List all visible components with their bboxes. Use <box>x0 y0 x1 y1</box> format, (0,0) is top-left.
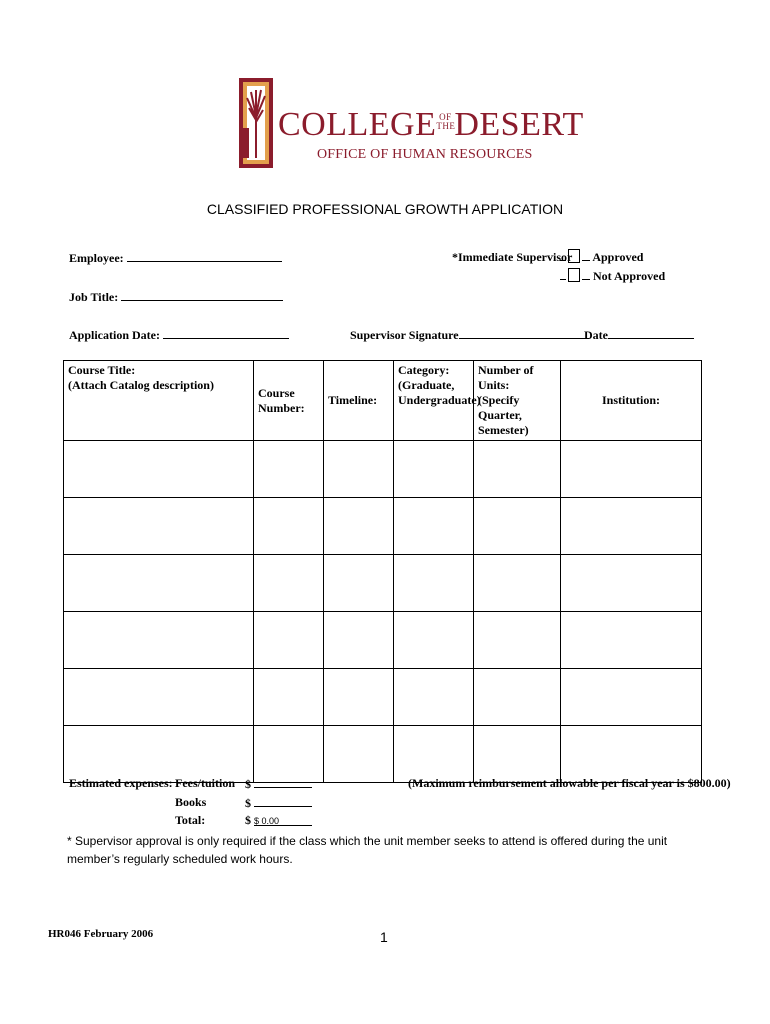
table-row <box>64 612 702 669</box>
category-cell[interactable] <box>394 498 474 555</box>
supervisor-signature-label: Supervisor Signature <box>350 328 459 342</box>
units-cell[interactable] <box>474 441 561 498</box>
col-units-line3: Semester) <box>478 423 529 437</box>
supervisor-footnote: * Supervisor approval is only required if the class which the unit member seeks to attend is offered during the unit member’s regularly scheduled work hours. <box>67 834 668 866</box>
course-title-cell[interactable] <box>64 669 254 726</box>
col-course-title-line1: Course Title: <box>68 363 136 377</box>
timeline-cell[interactable] <box>324 726 394 783</box>
col-units-line2: (Specify Quarter, <box>478 393 522 422</box>
timeline-cell[interactable] <box>324 555 394 612</box>
category-cell[interactable] <box>394 555 474 612</box>
total-value: $ 0.00 <box>254 816 280 826</box>
col-units <box>474 361 561 441</box>
total-field <box>245 813 312 828</box>
not-approved-option[interactable] <box>560 268 665 284</box>
fees-field[interactable] <box>245 776 312 792</box>
category-cell[interactable] <box>394 612 474 669</box>
signature-date-line[interactable] <box>608 327 694 339</box>
course-title-cell[interactable] <box>64 726 254 783</box>
course-title-cell[interactable] <box>64 441 254 498</box>
total-line <box>254 813 312 826</box>
supervisor-signature-field[interactable] <box>350 327 589 343</box>
course-number-cell[interactable] <box>254 498 324 555</box>
course-number-cell[interactable] <box>254 441 324 498</box>
course-number-cell[interactable] <box>254 555 324 612</box>
fees-line[interactable] <box>254 776 312 788</box>
office-name: OFFICE OF HUMAN RESOURCES <box>317 147 533 162</box>
not-approved-checkbox[interactable] <box>568 268 580 282</box>
approved-line-right <box>582 249 590 261</box>
college-name-right: DESERT <box>454 106 584 143</box>
max-reimbursement-note: (Maximum reimbursement allowable per fiscal year is $800.00) <box>408 776 731 790</box>
approved-label: Approved <box>592 250 644 264</box>
total-label: Total: <box>175 813 206 827</box>
table-row <box>64 498 702 555</box>
institution-cell[interactable] <box>561 555 702 612</box>
books-field[interactable] <box>245 795 312 811</box>
course-title-cell[interactable] <box>64 555 254 612</box>
not-approved-line-right <box>582 268 590 280</box>
course-number-cell[interactable] <box>254 726 324 783</box>
units-cell[interactable] <box>474 726 561 783</box>
col-course-title <box>64 361 254 441</box>
units-cell[interactable] <box>474 669 561 726</box>
institution-cell[interactable] <box>561 726 702 783</box>
col-category-line1: Category: <box>398 363 450 377</box>
col-course-number-line1: Course <box>258 385 295 400</box>
books-currency: $ <box>245 796 251 810</box>
approved-option[interactable] <box>560 249 643 265</box>
not-approved-label: Not Approved <box>593 269 666 283</box>
col-category-line3: Undergraduate) <box>398 393 481 407</box>
category-cell[interactable] <box>394 726 474 783</box>
application-date-label: Application Date: <box>69 328 160 342</box>
signature-date-label: Date <box>584 328 608 342</box>
table-row <box>64 726 702 783</box>
employee-label: Employee: <box>69 251 124 265</box>
course-title-cell[interactable] <box>64 612 254 669</box>
form-title: CLASSIFIED PROFESSIONAL GROWTH APPLICATION <box>206 201 564 217</box>
not-approved-line-left <box>560 268 566 280</box>
institution-cell[interactable] <box>561 612 702 669</box>
col-category <box>394 361 481 441</box>
course-table <box>63 360 702 783</box>
col-category-line2: (Graduate, <box>398 378 455 392</box>
course-number-cell[interactable] <box>254 612 324 669</box>
supervisor-signature-line[interactable] <box>459 327 589 339</box>
table-header-row <box>64 361 702 441</box>
units-cell[interactable] <box>474 555 561 612</box>
course-number-cell[interactable] <box>254 669 324 726</box>
application-date-field[interactable] <box>69 327 289 343</box>
employee-line[interactable] <box>127 250 282 262</box>
institution-cell[interactable] <box>561 441 702 498</box>
application-date-line[interactable] <box>163 327 289 339</box>
timeline-cell[interactable] <box>324 498 394 555</box>
college-name <box>278 106 584 144</box>
approved-line-left <box>560 249 566 261</box>
col-course-number-line2: Number: <box>258 400 305 415</box>
college-name-of-the: OF THE <box>436 112 456 131</box>
units-cell[interactable] <box>474 498 561 555</box>
total-currency: $ <box>245 813 251 827</box>
books-line[interactable] <box>254 795 312 807</box>
col-units-line1: Number of Units: <box>478 363 534 392</box>
college-name-left: COLLEGE <box>278 106 437 143</box>
col-institution: Institution: <box>561 361 702 441</box>
fees-label: Fees/tuition <box>175 776 235 790</box>
books-label: Books <box>175 795 207 809</box>
units-cell[interactable] <box>474 612 561 669</box>
immediate-supervisor-label: *Immediate Supervisor <box>452 250 573 264</box>
timeline-cell[interactable] <box>324 669 394 726</box>
course-title-cell[interactable] <box>64 498 254 555</box>
job-title-field[interactable] <box>69 289 283 305</box>
category-cell[interactable] <box>394 441 474 498</box>
estimated-expenses-label: Estimated expenses: <box>69 776 173 790</box>
col-timeline: Timeline: <box>324 361 394 441</box>
form-code: HR046 February 2006 <box>48 928 154 940</box>
category-cell[interactable] <box>394 669 474 726</box>
approved-checkbox[interactable] <box>568 249 580 263</box>
institution-cell[interactable] <box>561 669 702 726</box>
job-title-line[interactable] <box>121 289 283 301</box>
col-course-title-line2: (Attach Catalog description) <box>68 378 214 392</box>
timeline-cell[interactable] <box>324 441 394 498</box>
table-row <box>64 669 702 726</box>
timeline-cell[interactable] <box>324 612 394 669</box>
page-number: 1 <box>380 929 388 945</box>
college-logo-mark <box>239 78 273 168</box>
table-row <box>64 441 702 498</box>
job-title-label: Job Title: <box>69 290 119 304</box>
col-course-number <box>254 361 324 441</box>
institution-cell[interactable] <box>561 498 702 555</box>
employee-field[interactable] <box>69 250 282 266</box>
fees-currency: $ <box>245 777 251 791</box>
table-row <box>64 555 702 612</box>
signature-date-field[interactable] <box>584 327 694 343</box>
